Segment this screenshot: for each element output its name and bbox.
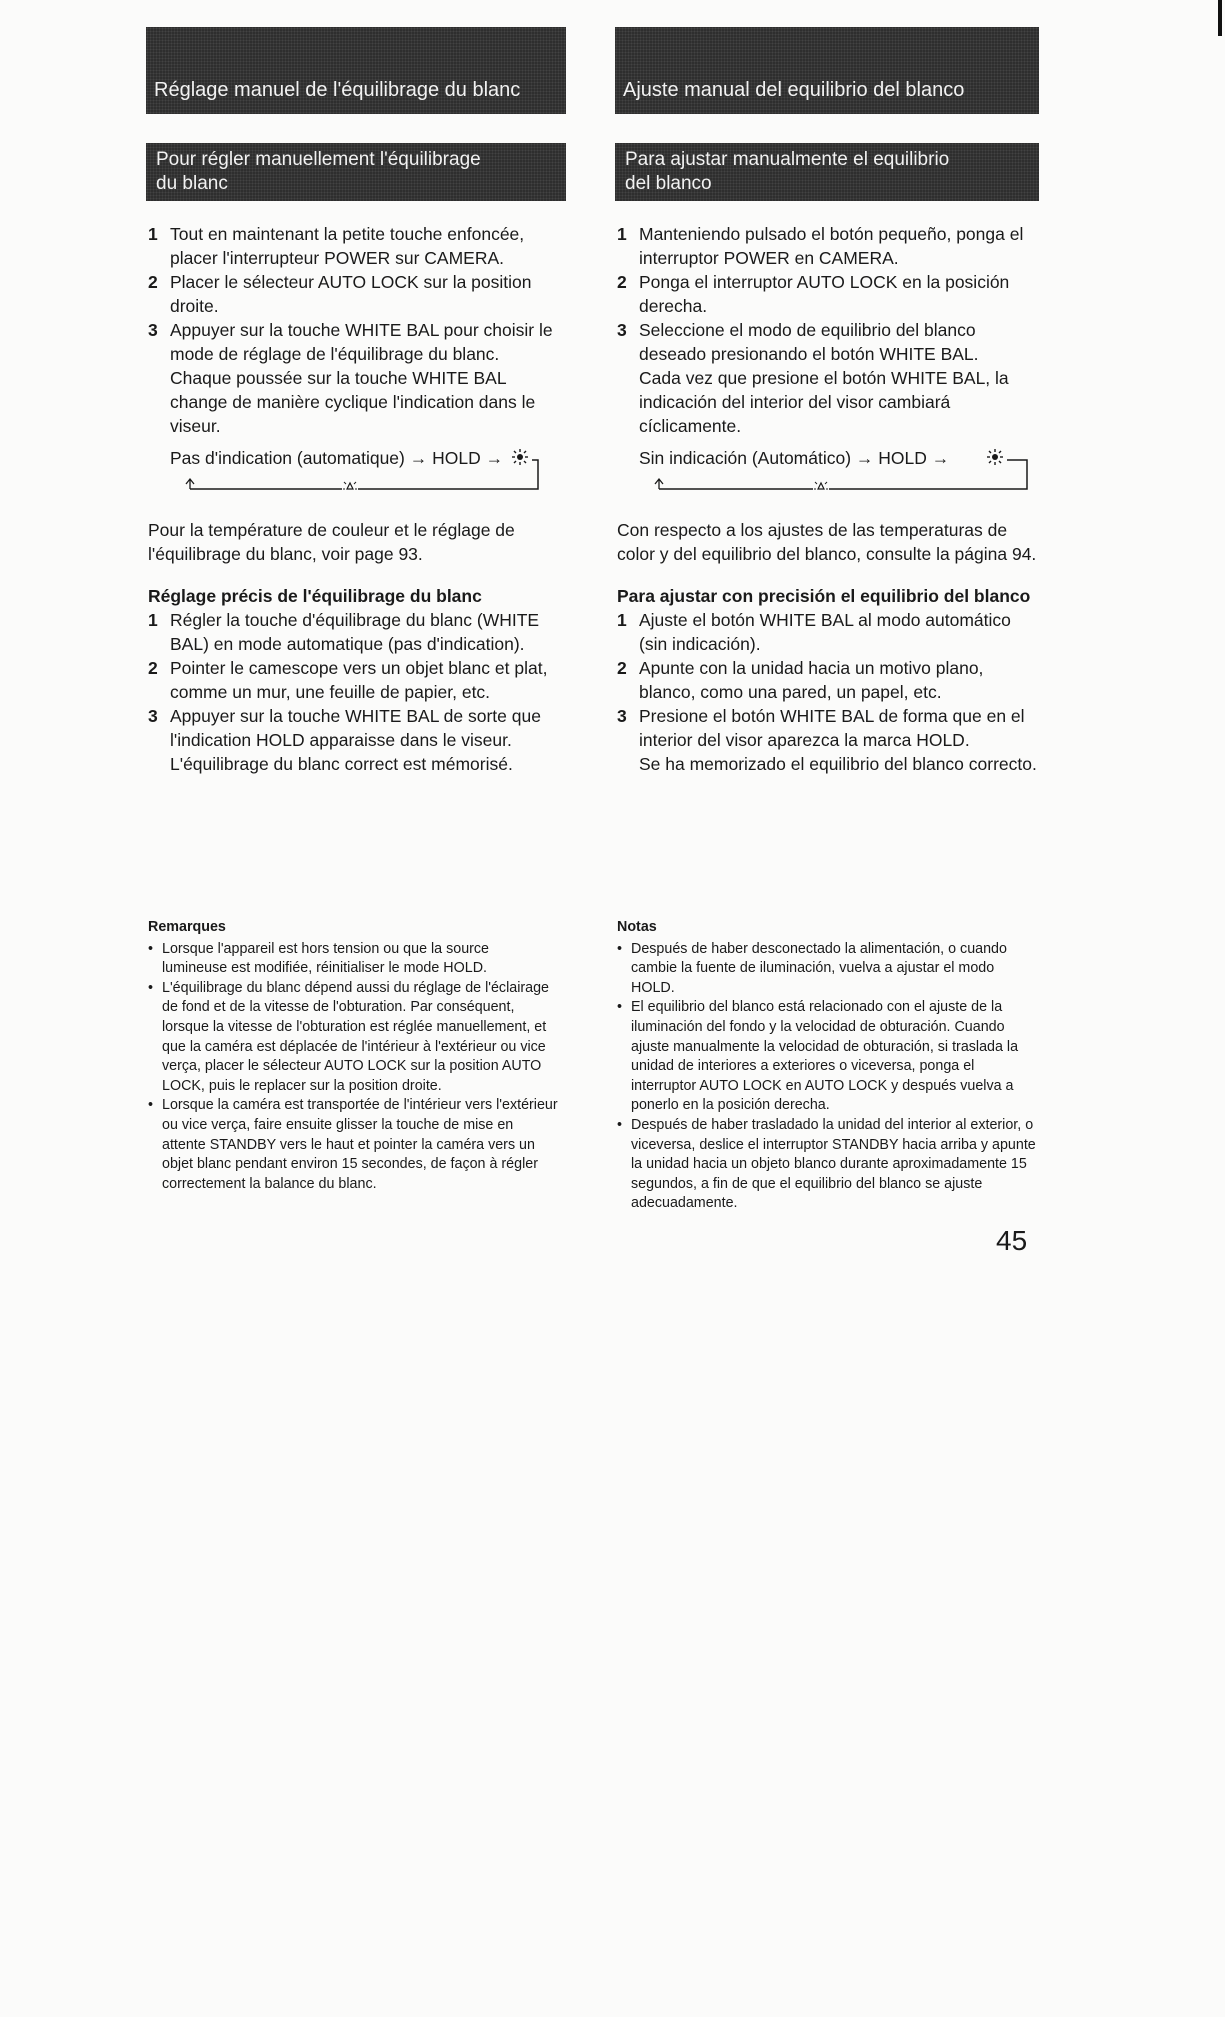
- precise-heading: Réglage précis de l'équilibrage du blanc: [148, 586, 482, 606]
- step-text: Apunte con la unidad hacia un motivo plano, blanco, como una pared, un papel, etc.: [639, 658, 984, 702]
- step-text: Seleccione el modo de equilibrio del blanco deseado presionando el botón WHITE BAL.: [639, 320, 979, 364]
- section-title: Réglage manuel de l'équilibrage du blanc: [154, 79, 521, 101]
- steps-list: [617, 222, 1037, 438]
- bulb-icon: [813, 482, 829, 492]
- subsection-title-line1: Pour régler manuellement l'équilibrage: [156, 149, 481, 170]
- cycle-auto-label: Pas d'indication (automatique): [170, 448, 405, 468]
- step-item: [617, 704, 1037, 776]
- step-text: Ponga el interruptor AUTO LOCK en la posición derecha.: [639, 272, 1010, 316]
- cycle-arrow: →: [485, 448, 504, 468]
- note-item: • Lorsque l'appareil est hors tension ou que la source lumineuse est modifiée, réinitialiser le mode HOLD.: [148, 940, 558, 979]
- precise-heading: Para ajustar con precisión el equilibrio del blanco: [617, 586, 1031, 606]
- step-number: 2: [617, 658, 627, 678]
- step-number: 2: [617, 272, 627, 292]
- cycle-lines: [639, 446, 1037, 502]
- notes-heading: Remarques: [148, 919, 226, 935]
- cycle-arrow: →: [931, 448, 950, 468]
- step-text-continued: Chaque poussée sur la touche WHITE BAL change de manière cyclique l'indication dans le viseur.: [170, 368, 536, 436]
- cycle-lines: [170, 446, 558, 502]
- sun-icon: [987, 449, 1003, 465]
- step-item: [617, 270, 1037, 318]
- subsection-title-line2: del blanco: [625, 173, 712, 194]
- step-number: 1: [617, 224, 627, 244]
- step-item: [617, 656, 1037, 704]
- notes-list: [617, 940, 1037, 1214]
- subsection-title-bar: [615, 143, 1039, 201]
- edge-mark: [1218, 0, 1222, 36]
- steps-list: [148, 222, 558, 438]
- note-item: • Después de haber desconectado la alimentación, o cuando cambie la fuente de iluminación, vuelva a ajustar el modo HOLD.: [617, 940, 1037, 999]
- notes-list: [148, 940, 558, 1195]
- step-item: [148, 656, 558, 704]
- step-text: Pointer le camescope vers un objet blanc et plat, comme un mur, une feuille de papier, etc.: [170, 658, 548, 702]
- bulb-icon: [342, 482, 358, 492]
- step-item: [617, 608, 1037, 656]
- step-item: [148, 222, 558, 270]
- step-text: Tout en maintenant la petite touche enfoncée, placer l'interrupteur POWER sur CAMERA.: [170, 224, 525, 268]
- step-item: [617, 318, 1037, 438]
- steps-block: [617, 222, 1037, 776]
- section-title-bar: [146, 27, 566, 114]
- notes-block: [148, 918, 558, 1194]
- step-item: [148, 704, 558, 776]
- mode-cycle-diagram: [170, 446, 558, 502]
- mode-cycle-diagram: [639, 446, 1037, 502]
- step-number: 2: [148, 658, 158, 678]
- step-text: Appuyer sur la touche WHITE BAL pour choisir le mode de réglage de l'équilibrage du blanc.: [170, 320, 553, 364]
- note-item: • Lorsque la caméra est transportée de l'intérieur vers l'extérieur ou vice verça, faire ensuite glisser la touche de mise en attente STANDBY vers le haut et pointer la caméra vers un objet blanc pendant environ 15 secondes, de façon à régler correctement la balance du blanc.: [148, 1096, 558, 1194]
- cycle-arrow: →: [409, 448, 428, 468]
- step-item: [148, 318, 558, 438]
- reference-paragraph: Con respecto a los ajustes de las temperaturas de color y del equilibrio del blanco, consulte la página 94.: [617, 520, 1037, 564]
- step-text: Manteniendo pulsado el botón pequeño, ponga el interruptor POWER en CAMERA.: [639, 224, 1024, 268]
- step-item: [148, 270, 558, 318]
- section-title-bar: [615, 27, 1039, 114]
- cycle-arrow: →: [855, 448, 874, 468]
- precise-steps-list: [148, 608, 558, 776]
- note-item: • El equilibrio del blanco está relacionado con el ajuste de la iluminación del fondo y la velocidad de obturación. Cuando ajuste manualmente la velocidad de obturación, si traslada la unidad de interiores a exteriores o viceversa, ponga el interruptor AUTO LOCK en AUTO LOCK y después vuelva a ponerlo en la posición derecha.: [617, 998, 1037, 1116]
- step-item: [617, 222, 1037, 270]
- step-number: 3: [617, 320, 627, 340]
- reference-paragraph: Pour la température de couleur et le réglage de l'équilibrage du blanc, voir page 93.: [148, 520, 515, 564]
- step-text: Ajuste el botón WHITE BAL al modo automático (sin indicación).: [639, 610, 1011, 654]
- note-item: • L'équilibrage du blanc dépend aussi du réglage de l'éclairage de fond et de la vitesse de l'obturation. Par conséquent, lorsque la vitesse de l'obturation est réglée manuellement, et que la caméra est déplacée de l'intérieur à l'extérieur ou vice verça, placer le sélecteur AUTO LOCK sur la position AUTO LOCK, puis le replacer sur la position droite.: [148, 979, 558, 1097]
- sun-icon: [512, 449, 528, 465]
- step-number: 2: [148, 272, 158, 292]
- cycle-auto-label: Sin indicación (Automático): [639, 448, 852, 468]
- section-title: Ajuste manual del equilibrio del blanco: [623, 79, 965, 101]
- step-item: [148, 608, 558, 656]
- precise-steps-list: [617, 608, 1037, 776]
- step-text-continued: Se ha memorizado el equilibrio del blanco correcto.: [639, 754, 1037, 774]
- step-number: 1: [617, 610, 627, 630]
- notes-block: [617, 918, 1037, 1214]
- step-text: Placer le sélecteur AUTO LOCK sur la position droite.: [170, 272, 532, 316]
- step-number: 1: [148, 224, 158, 244]
- notes-heading: Notas: [617, 919, 657, 935]
- page-number: 45: [996, 1225, 1028, 1256]
- step-text: Presione el botón WHITE BAL de forma que en el interior del visor aparezca la marca HOLD.: [639, 706, 1025, 750]
- step-text-continued: Cada vez que presione el botón WHITE BAL, la indicación del interior del visor cambiará cíclicamente.: [639, 368, 1009, 436]
- cycle-hold-label: HOLD: [878, 448, 927, 468]
- step-text-continued: L'équilibrage du blanc correct est mémorisé.: [170, 754, 513, 774]
- step-text: Régler la touche d'équilibrage du blanc (WHITE BAL) en mode automatique (pas d'indication).: [170, 610, 540, 654]
- cycle-hold-label: HOLD: [432, 448, 481, 468]
- step-number: 3: [148, 706, 158, 726]
- subsection-title-bar: [146, 143, 566, 201]
- step-number: 3: [617, 706, 627, 726]
- steps-block: [148, 222, 558, 776]
- subsection-title-line2: du blanc: [156, 173, 228, 194]
- step-text: Appuyer sur la touche WHITE BAL de sorte que l'indication HOLD apparaisse dans le viseur.: [170, 706, 541, 750]
- subsection-title-line1: Para ajustar manualmente el equilibrio: [625, 149, 950, 170]
- note-item: • Después de haber trasladado la unidad del interior al exterior, o viceversa, deslice el interruptor STANDBY hacia arriba y apunte la unidad hacia un objeto blanco durante aproximadamente 15 segundos, a fin de que el equilibrio del blanco se ajuste adecuadamente.: [617, 1116, 1037, 1214]
- step-number: 1: [148, 610, 158, 630]
- step-number: 3: [148, 320, 158, 340]
